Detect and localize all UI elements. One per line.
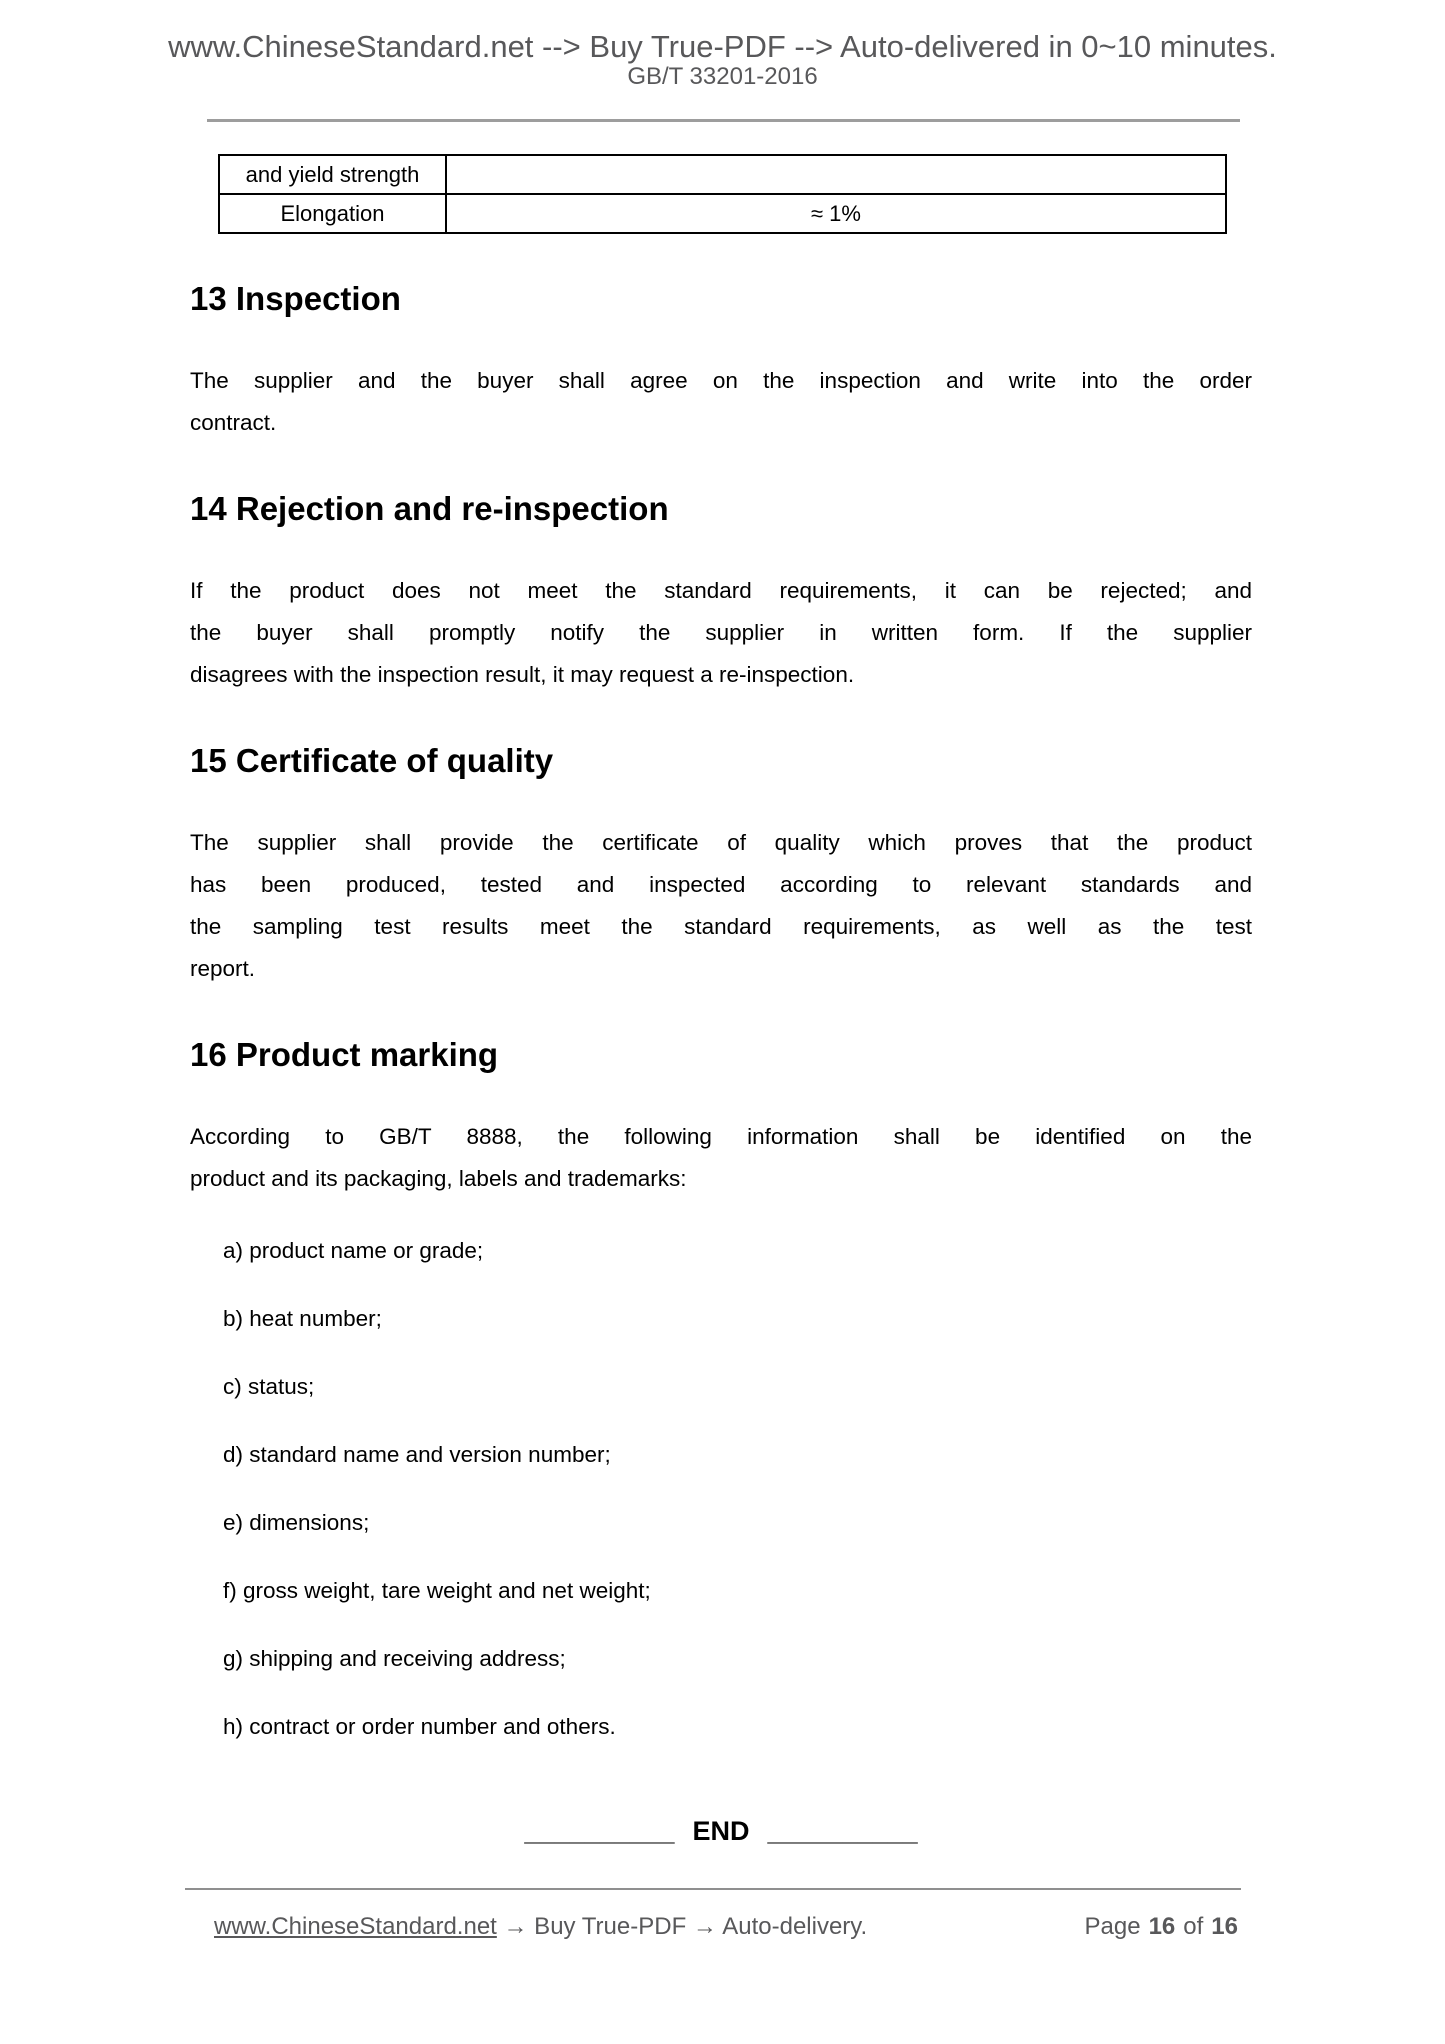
header-divider [207,119,1240,122]
paragraph-line: If the product does not meet the standard requirements, it can be rejected; and [190,578,1252,603]
footer-website-link[interactable]: www.ChineseStandard.net [214,1913,497,1940]
paragraph [190,822,1252,990]
end-marker-label: END [692,1816,750,1846]
paragraph-line: The supplier and the buyer shall agree on the inspection and write into the order [190,368,1252,393]
end-marker-rule-right: __________ [767,1816,918,1846]
spec-table [218,154,1227,234]
section-heading-14: 14 Rejection and re-inspection [190,490,669,527]
page-current: 16 [1148,1913,1176,1940]
table-row [219,194,1226,233]
paragraph-line: disagrees with the inspection result, it may request a re-inspection. [190,662,855,687]
section-heading-13: 13 Inspection [190,280,401,317]
section-heading-15: 15 Certificate of quality [190,742,554,779]
paragraph [190,1116,1252,1200]
list-item: f) gross weight, tare weight and net weight; [223,1578,651,1603]
page-total: 16 [1211,1913,1238,1940]
document-header [0,0,1445,89]
of-word: of [1183,1913,1204,1940]
marking-list [190,1230,1252,1748]
end-marker-rule-left: __________ [524,1816,675,1846]
page-indicator [1081,1912,1242,1942]
footer-divider [185,1888,1241,1890]
document-footer [214,1912,1242,1942]
paragraph-line: the buyer shall promptly notify the supplier in written form. If the supplier [190,620,1252,645]
table-cell-value: ≈ 1% [446,194,1226,233]
paragraph-line: product and its packaging, labels and trademarks: [190,1166,687,1191]
table-cell-value [446,155,1226,194]
section-heading-16: 16 Product marking [190,1036,499,1073]
list-item: g) shipping and receiving address; [223,1646,566,1671]
footer-promo [214,1912,867,1942]
paragraph [190,570,1252,696]
end-marker [190,1816,1252,1847]
page-word: Page [1084,1913,1141,1940]
paragraph-line: According to GB/T 8888, the following information shall be identified on the [190,1124,1252,1149]
list-item: c) status; [223,1374,315,1399]
paragraph-line: The supplier shall provide the certificate of quality which proves that the product [190,830,1252,855]
paragraph-line: contract. [190,410,277,435]
paragraph-line: report. [190,956,256,981]
list-item: a) product name or grade; [223,1238,484,1263]
table-cell-label: Elongation [219,194,446,233]
standard-number: GB/T 33201-2016 [627,63,818,90]
list-item: b) heat number; [223,1306,382,1331]
document-body [190,280,1252,1847]
footer-promo-text: → Buy True-PDF → Auto-delivery. [503,1913,868,1940]
list-item: e) dimensions; [223,1510,370,1535]
list-item: d) standard name and version number; [223,1442,611,1467]
header-promo-text: www.ChineseStandard.net --> Buy True-PDF --> Auto-delivered in 0~10 minutes. [168,29,1277,64]
list-item: h) contract or order number and others. [223,1714,616,1739]
paragraph-line: the sampling test results meet the standard requirements, as well as the test [190,914,1252,939]
table-row [219,155,1226,194]
paragraph-line: has been produced, tested and inspected according to relevant standards and [190,872,1252,897]
paragraph [190,360,1252,444]
table-cell-label: and yield strength [219,155,446,194]
